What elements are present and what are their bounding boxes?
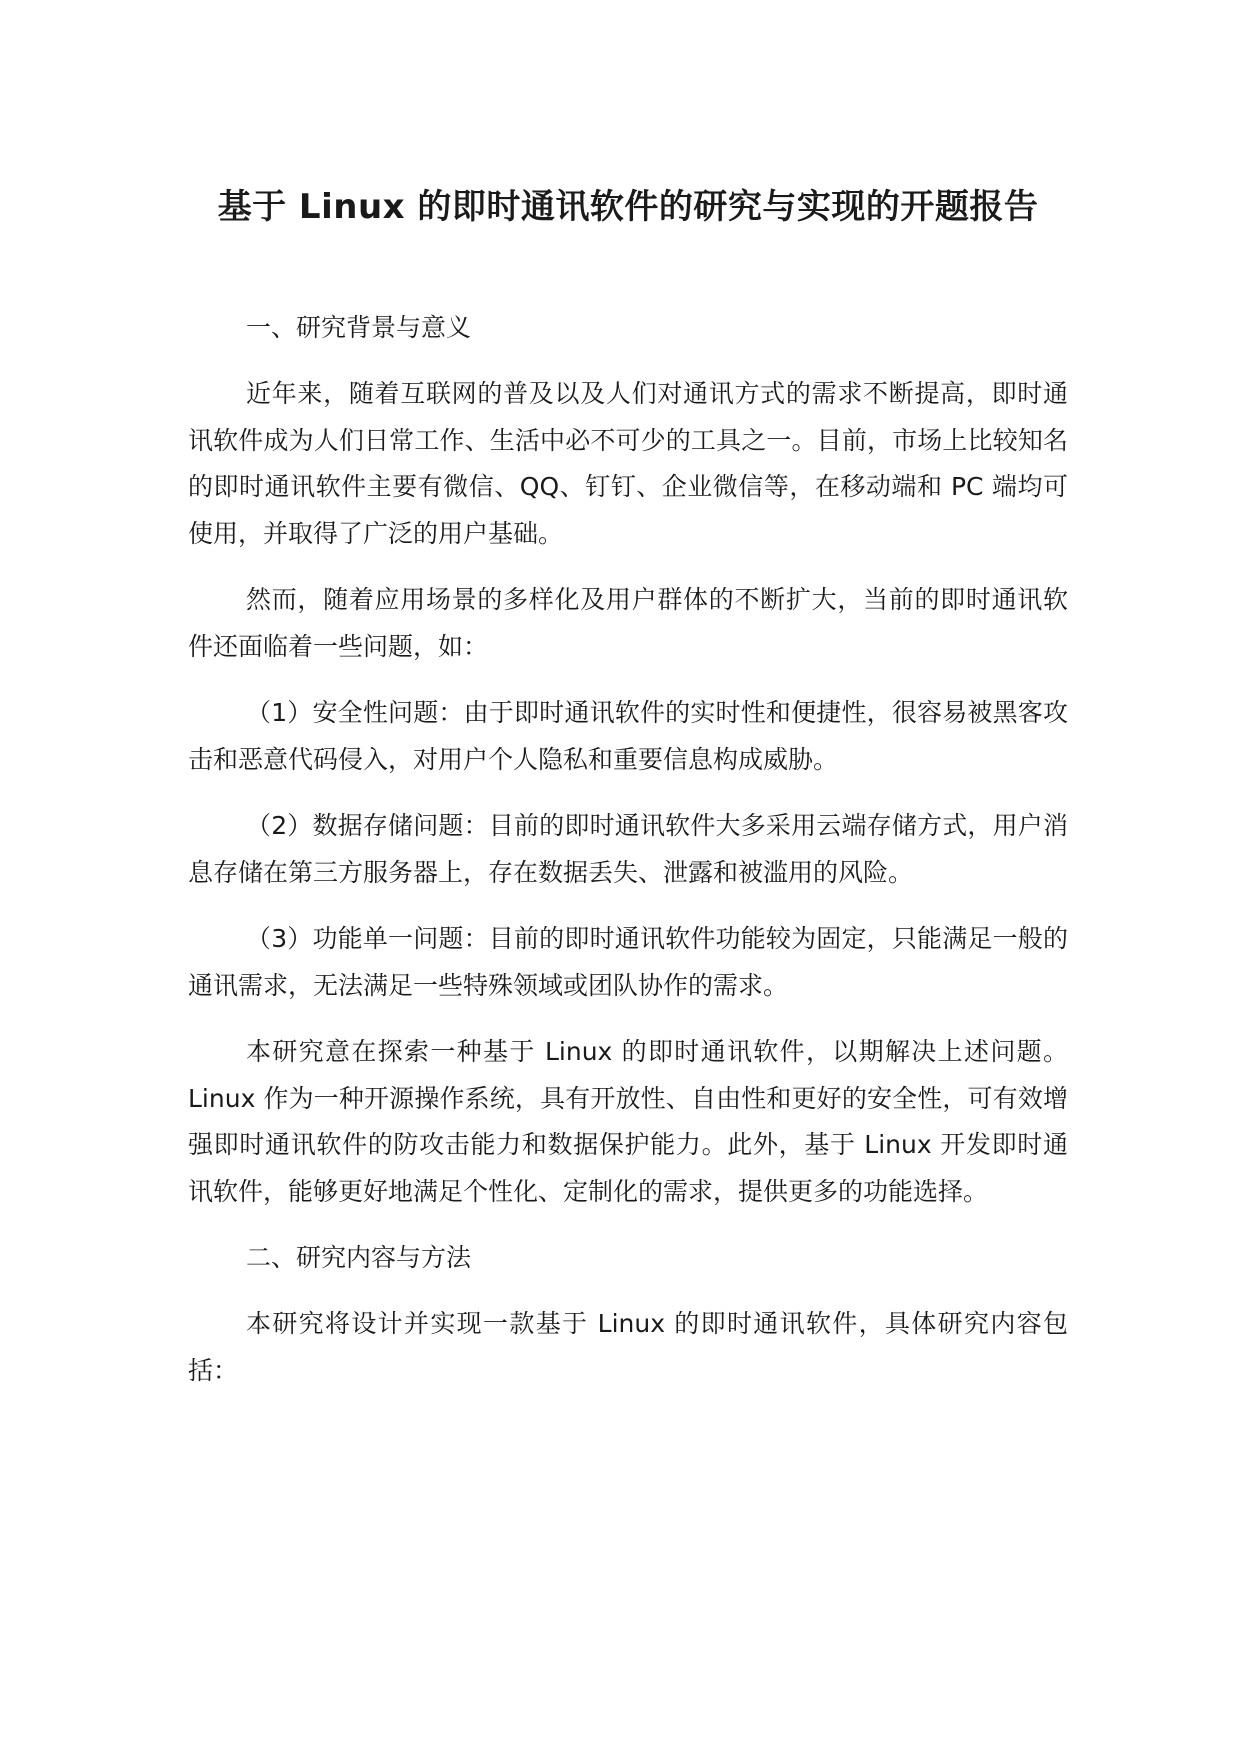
document-body [188, 165, 1068, 1414]
paragraph: （3）功能单一问题：目前的即时通讯软件功能较为固定，只能满足一般的通讯需求，无法满足一些特殊领域或团队协作的需求。 [188, 924, 1068, 1000]
section-heading: 二、研究内容与方法 [246, 1243, 472, 1272]
section-background [188, 305, 1068, 1215]
section-heading: 一、研究背景与意义 [246, 313, 472, 342]
section-content-method [188, 1235, 1068, 1394]
paragraph: 然而，随着应用场景的多样化及用户群体的不断扩大，当前的即时通讯软件还面临着一些问题，如： [188, 585, 1068, 661]
paragraph: 本研究意在探索一种基于 Linux 的即时通讯软件，以期解决上述问题。Linux 作为一种开源操作系统，具有开放性、自由性和更好的安全性，可有效增强即时通讯软件的防攻击能力和数据保护能力。此外，基于 Linux 开发即时通讯软件，能够更好地满足个性化、定制化的需求，提供更多的功能选择。 [188, 1037, 1068, 1206]
paragraph: （1）安全性问题：由于即时通讯软件的实时性和便捷性，很容易被黑客攻击和恶意代码侵入，对用户个人隐私和重要信息构成威胁。 [188, 698, 1068, 774]
paragraph: 近年来，随着互联网的普及以及人们对通讯方式的需求不断提高，即时通讯软件成为人们日常工作、生活中必不可少的工具之一。目前，市场上比较知名的即时通讯软件主要有微信、QQ、钉钉、企业微信等，在移动端和 PC 端均可使用，并取得了广泛的用户基础。 [188, 379, 1068, 548]
document-title: 基于 Linux 的即时通讯软件的研究与实现的开题报告 [217, 187, 1039, 227]
paragraph: 本研究将设计并实现一款基于 Linux 的即时通讯软件，具体研究内容包括： [188, 1309, 1068, 1385]
paragraph: （2）数据存储问题：目前的即时通讯软件大多采用云端存储方式，用户消息存储在第三方服务器上，存在数据丢失、泄露和被滥用的风险。 [188, 811, 1068, 887]
